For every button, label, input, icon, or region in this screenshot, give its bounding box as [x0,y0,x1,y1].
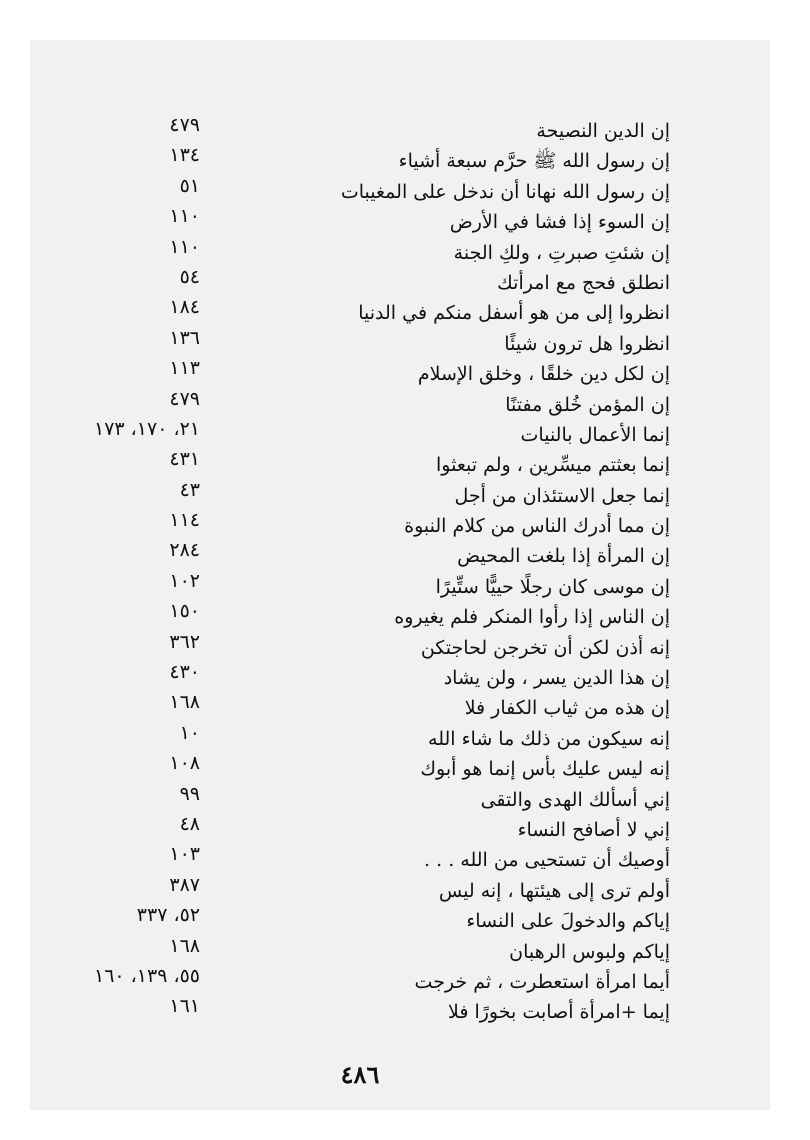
list-item [0,906,810,936]
entry-page-ref: ٤٧٩ [169,114,200,136]
entry-page-ref: ١٣٤ [169,144,200,167]
entry-text: إن شئتِ صبرتِ ، ولكِ الجنة [453,241,670,264]
list-item [0,417,810,450]
index-list [0,116,810,1036]
list-item [0,541,810,571]
entry-page-ref: ٥١ [179,174,200,197]
entry-text: أيما امرأة استعطرت ، ثم خرجت [414,970,670,993]
list-item [0,116,810,146]
entry-text: إن رسول الله ﷺ حرَّم سبعة أشياء [398,150,670,173]
list-item [0,812,810,845]
entry-text: إياكم والدخولَ على النساء [466,910,670,933]
list-item [0,478,810,511]
entry-page-ref: ١١٤ [169,509,200,532]
entry-page-ref: ٤٣١ [169,448,200,471]
list-item [0,569,810,602]
entry-page-ref: ١١٠ [169,205,200,228]
entry-page-ref: ٢٨٤ [169,539,200,562]
entry-text: إن مما أدرك الناس من كلام النبوة [404,515,670,538]
entry-text: إن هذا الدين يسر ، ولن يشاد [443,667,670,690]
entry-page-ref: ١٦٨ [169,691,200,714]
entry-page-ref: ١٦١ [169,995,200,1018]
list-item [0,174,810,207]
entry-text: إن المرأة إذا بلغت المحيض [457,545,670,568]
entry-page-ref: ١٥٠ [169,600,200,623]
entry-text: إنما بعثتم ميسِّرين ، ولم تبعثوا [436,454,670,477]
entry-text: انظروا هل ترون شيئًا [504,332,670,355]
entry-page-ref: ٤٨ [179,812,200,835]
list-item [0,693,810,723]
list-item [0,207,810,237]
page-number: ٤٨٦ [340,1060,380,1089]
entry-page-ref: ٤٧٩ [169,387,200,410]
list-item [0,450,810,480]
list-item [0,326,810,359]
entry-page-ref: ١٦٨ [169,934,200,957]
entry-page-ref: ٥٢، ٣٣٧ [136,904,200,927]
list-item [0,602,810,632]
entry-text: إن المؤمن خُلق مفتنًا [505,393,670,416]
entry-page-ref: ١٨٤ [169,296,200,319]
entry-text: إن الدين النصيحة [536,120,670,142]
entry-page-ref: ١٠٨ [169,752,200,775]
entry-page-ref: ١٠٢ [169,569,200,592]
list-item [0,265,810,298]
entry-page-ref: ٥٤ [179,265,200,288]
entry-page-ref: ٢١، ١٧٠، ١٧٣ [93,417,200,440]
entry-page-ref: ٣٦٢ [169,630,200,653]
entry-text: إنه ليس عليك بأس إنما هو أبوك [420,758,670,781]
entry-page-ref: ١١٣ [169,357,200,380]
list-item [0,721,810,754]
entry-text: إن السوء إذا فشا في الأرض [449,211,670,234]
entry-text: إن الناس إذا رأوا المنكر فلم يغيروه [394,606,670,629]
entry-page-ref: ٤٣ [179,478,200,501]
list-item [0,235,810,268]
list-item [0,997,810,1027]
entry-page-ref: ١٠ [179,721,200,744]
entry-text: انظروا إلى من هو أسفل منكم في الدنيا [358,302,670,325]
entry-text: إياكم ولبوس الرهبان [509,940,670,963]
entry-text: أوصيك أن تستحيى من الله . . . [424,849,670,872]
entry-text: إني أسألك الهدى والتقى [480,788,670,811]
list-item [0,630,810,663]
entry-text: إن لكل دين خلقًا ، وخلق الإسلام [417,363,670,386]
entry-text: إنه سيكون من ذلك ما شاء الله [428,727,670,750]
entry-page-ref: ٩٩ [179,782,200,805]
entry-text: إن رسول الله نهانا أن ندخل على المغيبات [340,180,670,203]
list-item [0,663,810,693]
entry-text: إنما الأعمال بالنيات [520,423,670,446]
list-item [0,782,810,815]
entry-text: إني لا أصافح النساء [517,818,670,841]
entry-text: إن هذه من ثياب الكفار فلا [464,697,670,720]
entry-text: إن موسى كان رجلًا حييًّا ستِّيرًا [435,575,670,598]
entry-text: إنه أذن لكن أن تخرجن لحاجتكن [420,636,670,659]
entry-page-ref: ٣٨٧ [169,873,200,896]
entry-text: إنما جعل الاستئذان من أجل [454,484,670,507]
list-item [0,964,810,997]
list-item [0,873,810,906]
entry-page-ref: ١٣٦ [169,326,200,349]
entry-page-ref: ١١٠ [169,235,200,258]
entry-page-ref: ١٠٣ [169,843,200,866]
list-item [0,298,810,328]
list-item [0,845,810,875]
entry-page-ref: ٥٥، ١٣٩، ١٦٠ [93,964,200,987]
list-item [0,511,810,541]
entry-text: انطلق فحج مع امرأتك [497,271,670,294]
list-item [0,359,810,389]
entry-text: أولم ترى إلى هيئتها ، إنه ليس [438,879,670,902]
list-item [0,754,810,784]
entry-page-ref: ٤٣٠ [169,661,200,684]
list-item [0,146,810,176]
entry-text: إيما +امرأة أصابت بخورًا فلا [448,1001,670,1024]
